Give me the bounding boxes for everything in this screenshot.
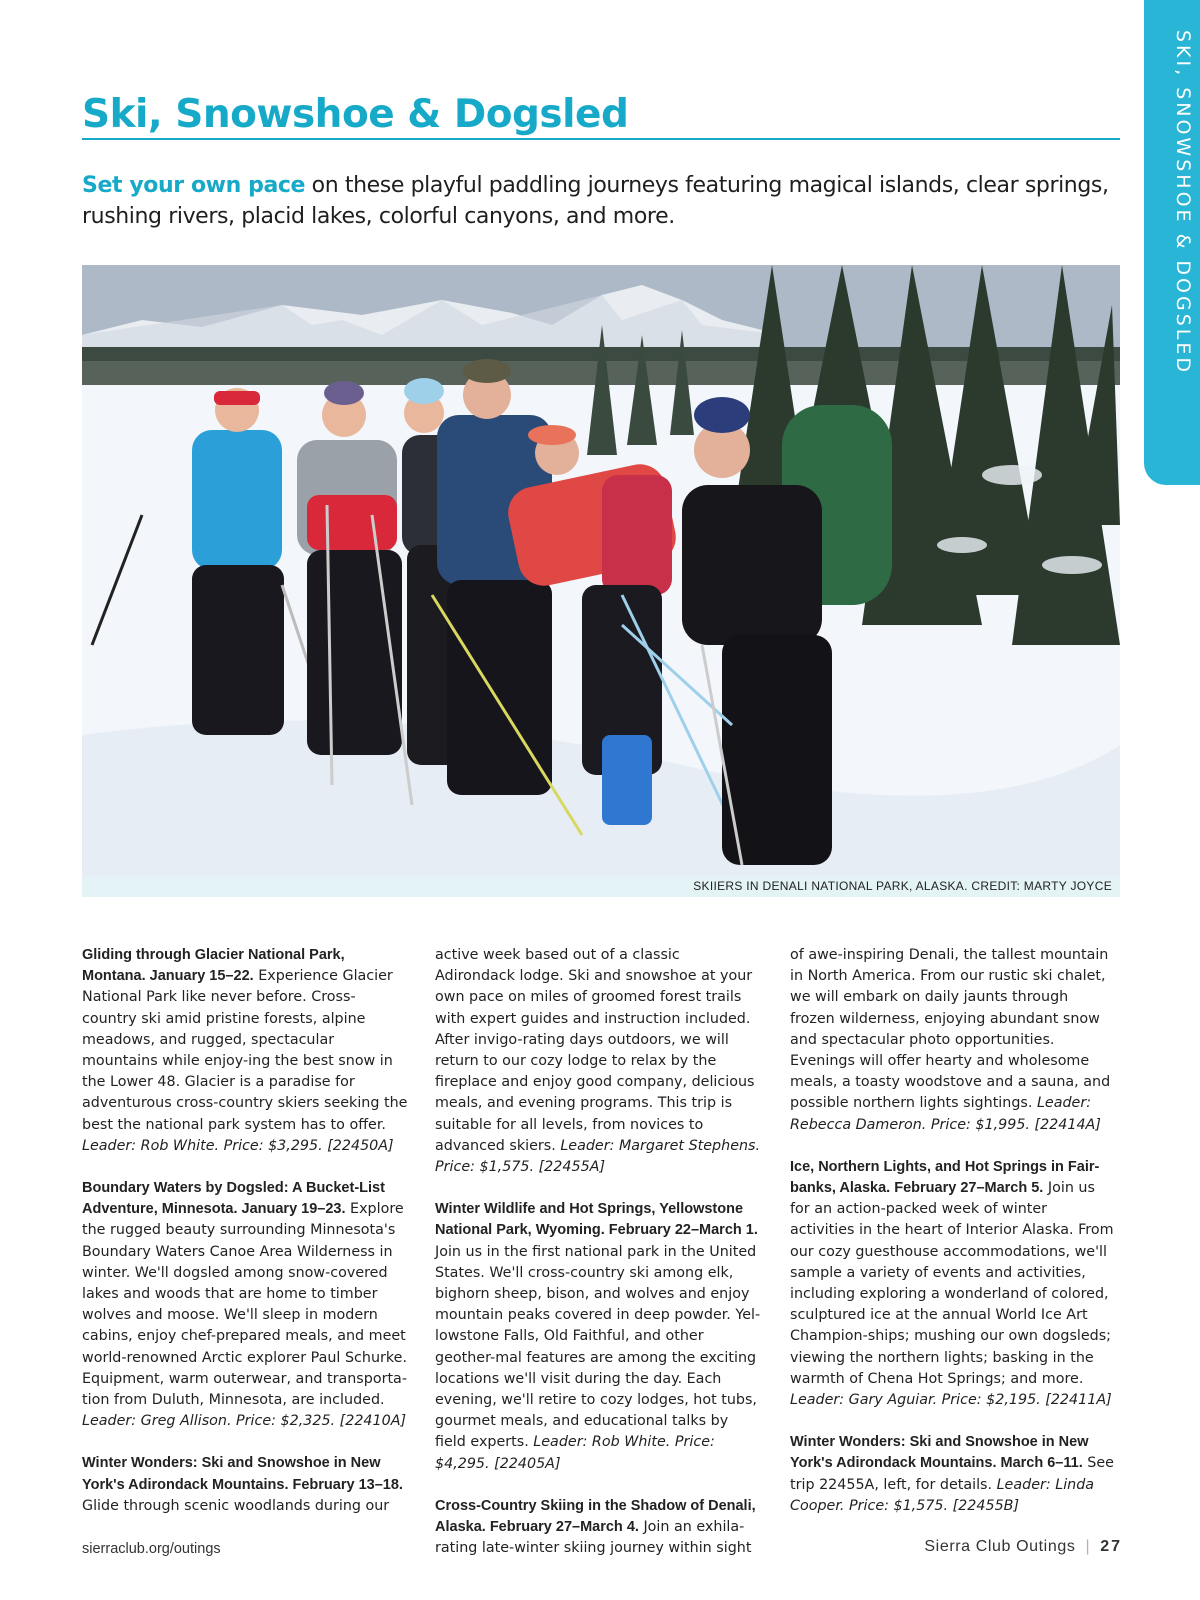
trip-heading: Winter Wonders: Ski and Snowshoe in New York's Adirondack Mountains. March 6–11. — [790, 1434, 1089, 1472]
section-side-tab-label: SKI, SNOWSHOE & DOGSLED — [1172, 30, 1194, 376]
trip-fairbanks — [790, 1157, 1116, 1411]
trip-heading: Gliding through Glacier National Park, Montana. January 15–22. — [82, 947, 345, 985]
skiers-photo-illustration — [82, 265, 1120, 877]
trip-leader-price: Leader: Linda Cooper. Price: $1,575. [22455B] — [790, 1476, 1095, 1514]
trip-denali — [435, 1496, 761, 1560]
intro-paragraph — [82, 170, 1122, 232]
footer-separator: | — [1085, 1538, 1091, 1555]
hero-photo — [82, 265, 1120, 877]
trip-leader-price: Leader: Greg Allison. Price: $2,325. [22410A] — [82, 1413, 407, 1430]
trip-leader-price: Leader: Rebecca Dameron. Price: $1,995. [22414A] — [790, 1095, 1101, 1133]
trip-denali-continued — [790, 945, 1116, 1136]
trip-heading: Winter Wildlife and Hot Springs, Yellowstone National Park, Wyoming. February 22–March 1. — [435, 1201, 758, 1239]
trip-heading: Winter Wonders: Ski and Snowshoe in New York's Adirondack Mountains. February 13–18. — [82, 1455, 403, 1493]
page-title: Ski, Snowshoe & Dogsled — [82, 92, 629, 137]
trip-body: Join us for an action-packed week of winter activities in the heart of Interior Alaska. From our cozy guesthouse accommodations, we'll sample a variety of events and activities, including exploring a wonderland of colored, sculptured ice at the annual World Ice Art Champion-ships; mushing our own dogsleds; viewing the northern lights; basking in the warmth of Chena Hot Springs; and more. — [790, 1180, 1114, 1387]
footer-publication — [924, 1538, 1122, 1556]
photo-caption-bar — [82, 877, 1120, 897]
trip-glacier — [82, 945, 408, 1157]
photo-caption: SKIIERS IN DENALI NATIONAL PARK, ALASKA. CREDIT: MARTY JOYCE — [693, 879, 1112, 893]
trip-yellowstone — [435, 1199, 761, 1475]
intro-text: on these playful paddling journeys featuring magical islands, clear springs, rushing rivers, placid lakes, colorful canyons, and more. — [82, 173, 1109, 229]
intro-lead: Set your own pace — [82, 173, 306, 198]
column-1 — [82, 945, 408, 1538]
section-side-tab — [1144, 0, 1200, 485]
trip-body: Explore the rugged beauty surrounding Minnesota's Boundary Waters Canoe Area Wilderness in winter. We'll dogsled among snow-covered lakes and woods that are home to timber wolves and moose. We'll sleep in modern cabins, enjoy chef-prepared meals, and meet world-renowned Arctic explorer Paul Schurke. Equipment, warm outerwear, and transporta-tion from Duluth, Minnesota, are included. — [82, 1201, 407, 1409]
trip-body: Join an exhila-rating late-winter skiing journey within sight — [435, 1519, 752, 1557]
column-2 — [435, 945, 761, 1580]
trip-heading: Ice, Northern Lights, and Hot Springs in Fair-banks, Alaska. February 27–March 5. — [790, 1158, 1100, 1197]
trip-heading: Cross-Country Skiing in the Shadow of Denali, Alaska. February 27–March 4. — [435, 1497, 756, 1536]
page-number: 27 — [1100, 1538, 1122, 1555]
trip-body: See trip 22455A, left, for details. — [790, 1455, 1114, 1493]
trip-adirondack-b — [790, 1432, 1116, 1517]
trip-leader-price: Leader: Rob White. Price: $4,295. [22405A] — [435, 1434, 715, 1472]
footer-url[interactable]: sierraclub.org/outings — [82, 1541, 221, 1557]
trip-adirondack-a-continued — [435, 945, 761, 1178]
trip-heading: Boundary Waters by Dogsled: A Bucket-List Adventure, Minnesota. January 19–23. — [82, 1180, 385, 1218]
publication-name: Sierra Club Outings — [924, 1538, 1076, 1555]
trip-body: active week based out of a classic Adirondack lodge. Ski and snowshoe at your own pace on miles of groomed forest trails with expert guides and instruction included. After invigo-rating days outdoors, we will return to our cozy lodge to relax by the fireplace and enjoy good company, delicious meals, and evening programs. This trip is suitable for all levels, from novices to advanced skiers. — [435, 947, 755, 1154]
title-divider — [82, 138, 1120, 140]
trip-leader-price: Leader: Margaret Stephens. Price: $1,575. [22455A] — [435, 1137, 761, 1176]
trip-boundary-waters — [82, 1178, 408, 1432]
trip-leader-price: Leader: Gary Aguiar. Price: $2,195. [22411A] — [790, 1392, 1112, 1409]
trip-body: Experience Glacier National Park like never before. Cross-country ski amid pristine forests, alpine meadows, and rugged, spectacular mountains while enjoy-ing the best snow in the Lower 48. Glacier is a paradise for adventurous cross-country skiers seeking the best the national park system has to offer. — [82, 968, 408, 1133]
trip-leader-price: Leader: Rob White. Price: $3,295. [22450A] — [82, 1137, 394, 1154]
trip-body: Glide through scenic woodlands during our — [82, 1497, 390, 1514]
column-3 — [790, 945, 1116, 1538]
trip-adirondack-a — [82, 1453, 408, 1517]
trip-body: of awe-inspiring Denali, the tallest mountain in North America. From our rustic ski chalet, we will embark on daily jaunts through frozen wilderness, enjoying abundant snow and spectacular photo opportunities. Evenings will offer hearty and wholesome meals, a toasty woodstove and a sauna, and possible northern lights sightings. — [790, 947, 1111, 1112]
trip-body: Join us in the first national park in the United States. We'll cross-country ski among elk, bighorn sheep, bison, and wolves and enjoy mountain peaks covered in deep powder. Yel-lowstone Falls, Old Faithful, and other geother-mal features are among the exciting locations we'll visit during the day. Each evening, we'll retire to cozy lodges, hot tubs, gourmet meals, and educational talks by field experts. — [435, 1243, 761, 1451]
